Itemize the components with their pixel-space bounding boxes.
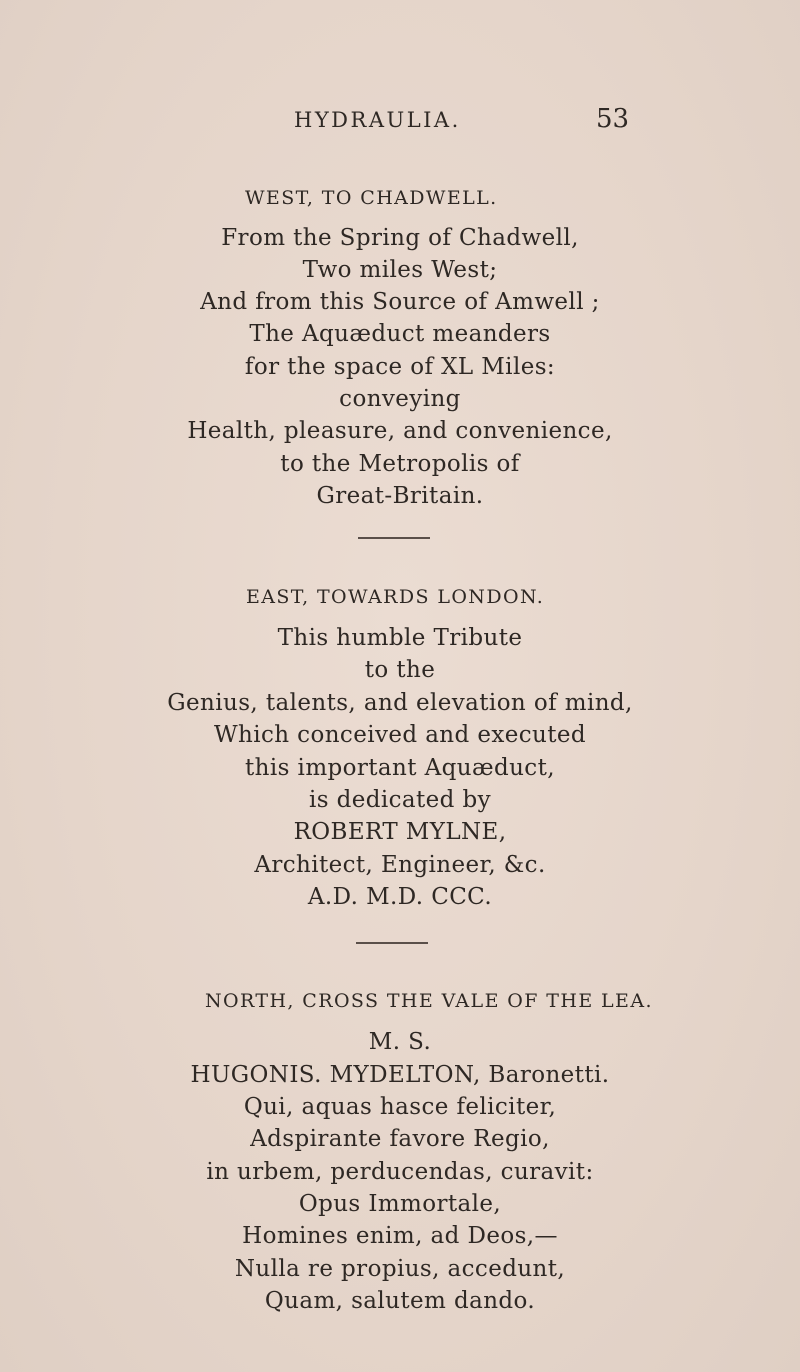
verse-line: ROBERT MYLNE, — [293, 819, 507, 845]
section-divider — [358, 537, 430, 539]
verse-line: to the Metropolis of — [280, 451, 520, 477]
verse-line: conveying — [339, 386, 461, 412]
verse-line: This humble Tribute — [277, 625, 523, 651]
verse-line: Genius, talents, and elevation of mind, — [167, 690, 633, 716]
verse-line: Two miles West; — [302, 257, 498, 283]
verse-line: The Aquæduct meanders — [249, 321, 551, 347]
verse-line: Nulla re propius, accedunt, — [234, 1256, 566, 1282]
verse-line: Opus Immortale, — [298, 1191, 502, 1217]
section-heading-north: NORTH, CROSS THE VALE OF THE LEA. — [205, 990, 653, 1012]
verse-line: HUGONIS. MYDELTON, Baronetti. — [190, 1062, 610, 1088]
section-divider — [356, 942, 428, 944]
verse-line: Health, pleasure, and convenience, — [187, 418, 613, 444]
running-title: HYDRAULIA. — [294, 108, 461, 132]
verse-line: Which conceived and executed — [213, 722, 587, 748]
verse-line: Qui, aquas hasce feliciter, — [243, 1094, 557, 1120]
verse-line: Great-Britain. — [316, 483, 484, 509]
verse-line: Quam, salutem dando. — [264, 1288, 536, 1314]
verse-line: to the — [364, 657, 436, 683]
verse-line: A.D. M.D. CCC. — [307, 884, 493, 910]
verse-line: Architect, Engineer, &c. — [254, 852, 546, 878]
verse-line: this important Aquæduct, — [245, 755, 555, 781]
page-number: 53 — [596, 104, 630, 134]
section-heading-east: EAST, TOWARDS LONDON. — [246, 586, 545, 608]
verse-line: for the space of XL Miles: — [244, 354, 556, 380]
verse-line: Adspirante favore Regio, — [250, 1126, 550, 1152]
verse-line: And from this Source of Amwell ; — [200, 289, 600, 315]
verse-line: Homines enim, ad Deos,— — [242, 1223, 558, 1249]
verse-line: in urbem, perducendas, curavit: — [206, 1159, 594, 1185]
section-heading-west: WEST, TO CHADWELL. — [245, 187, 498, 209]
verse-line: M. S. — [368, 1029, 432, 1055]
verse-line: is dedicated by — [308, 787, 492, 813]
verse-line: From the Spring of Chadwell, — [221, 225, 579, 251]
